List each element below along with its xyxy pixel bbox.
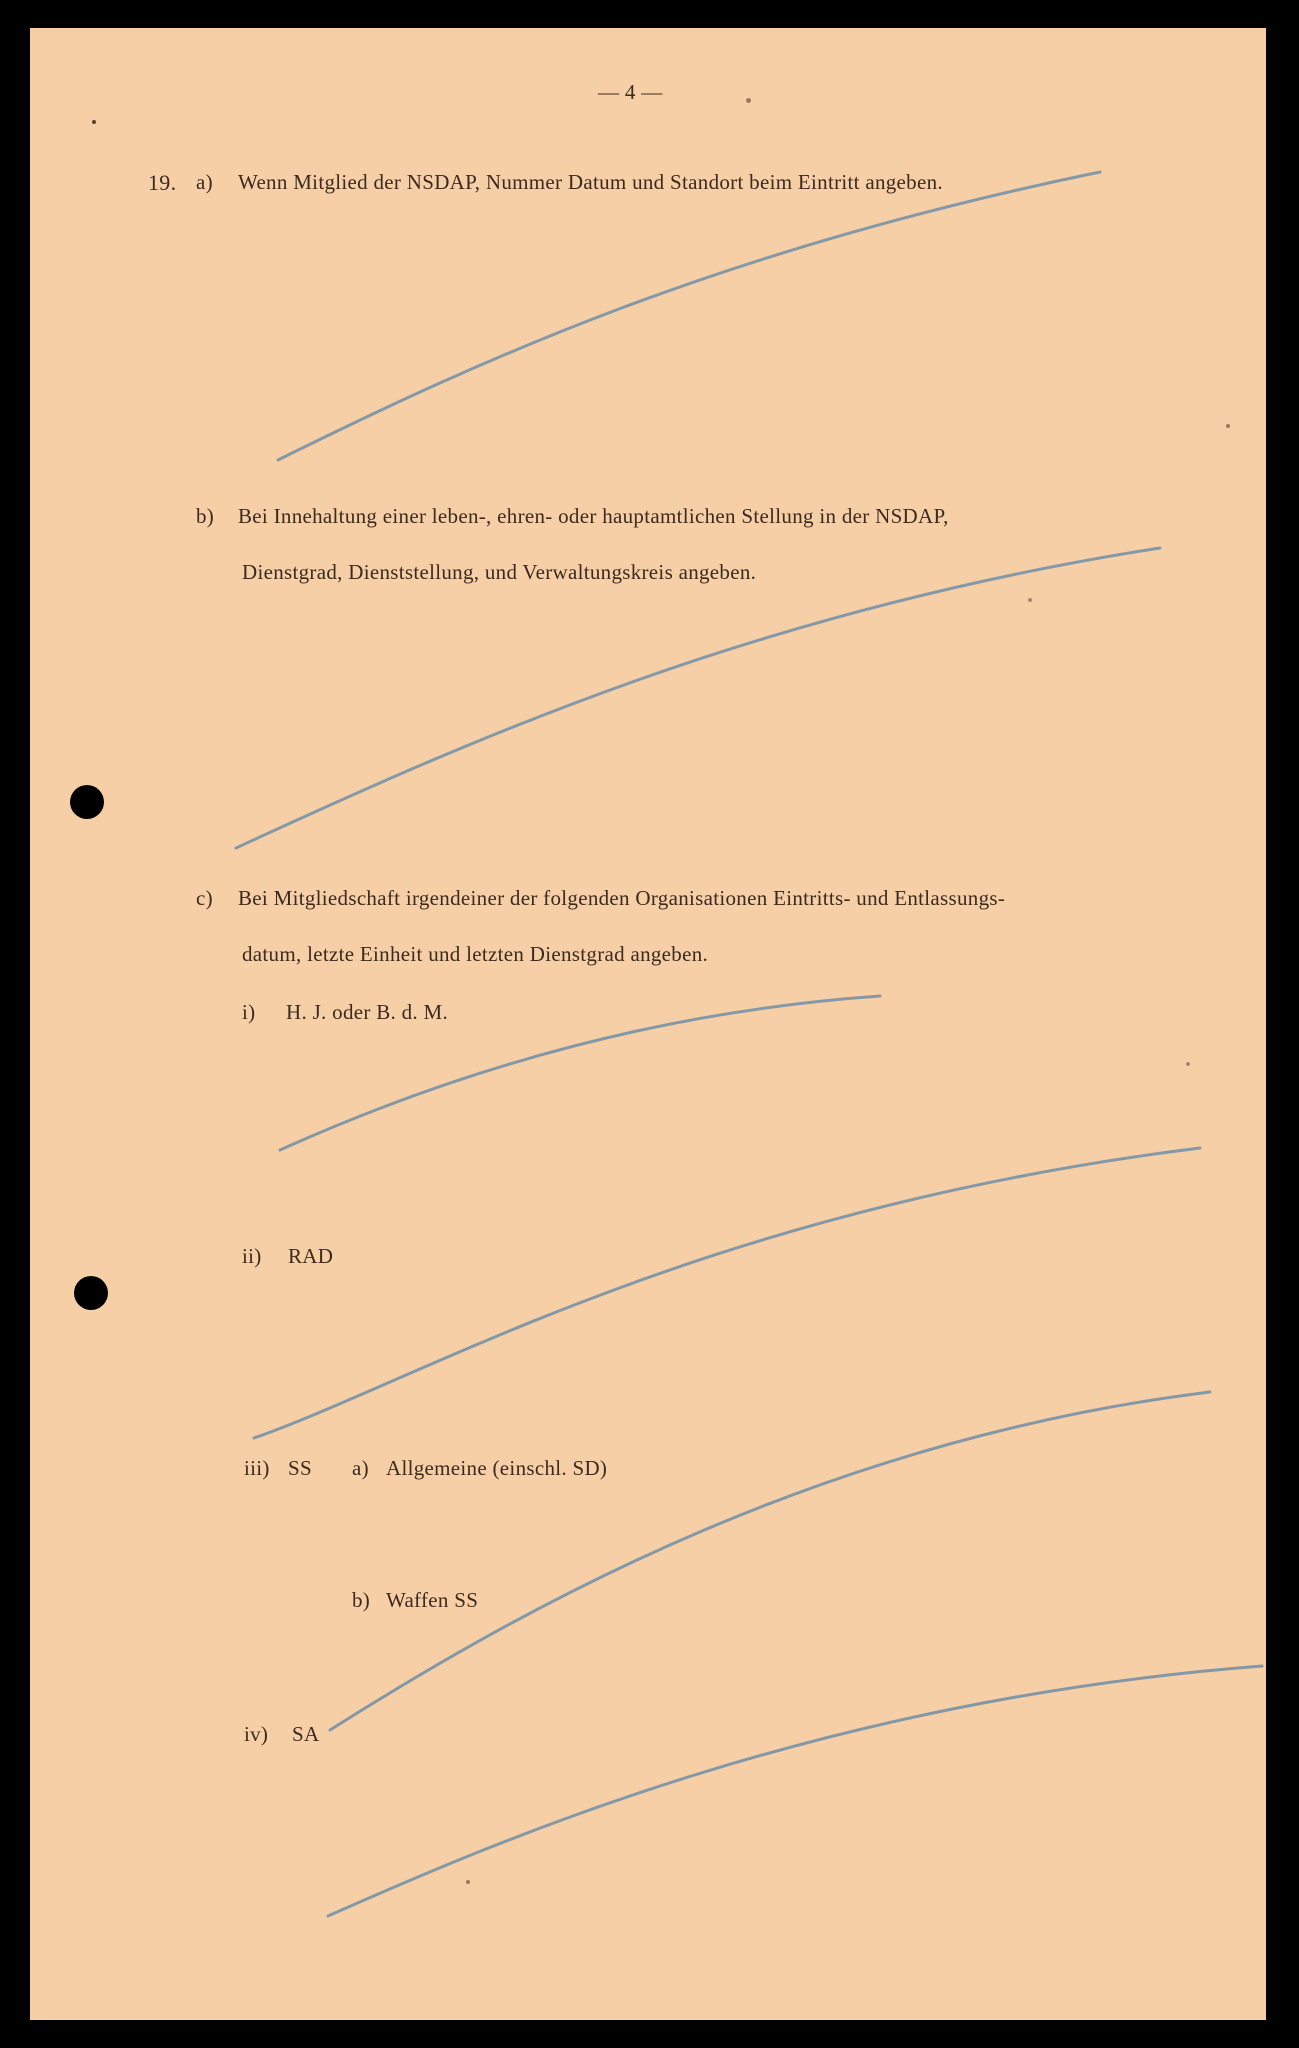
- item-c-iii-marker: iii): [244, 1456, 270, 1480]
- item-c-line1: Bei Mitgliedschaft irgendeiner der folgenden Organisationen Eintritts- und Entlassungs-: [238, 886, 1006, 910]
- item-a-marker: a): [196, 170, 213, 194]
- item-b-line1: Bei Innehaltung einer leben-, ehren- oder hauptamtlichen Stellung in der NSDAP,: [238, 504, 949, 528]
- item-c-iii-b-label: Waffen SS: [386, 1588, 479, 1612]
- item-c-line2: datum, letzte Einheit und letzten Dienstgrad angeben.: [242, 942, 709, 966]
- document-page: [30, 28, 1266, 2020]
- paper-speck: [92, 120, 96, 124]
- paper-speck: [1186, 1062, 1190, 1066]
- punch-hole: [70, 785, 104, 819]
- punch-hole: [74, 1276, 108, 1310]
- item-a-text: Wenn Mitglied der NSDAP, Nummer Datum und Standort beim Eintritt angeben.: [238, 170, 943, 194]
- item-c-iii-a-label: Allgemeine (einschl. SD): [386, 1456, 608, 1480]
- paper-speck: [1226, 424, 1230, 428]
- item-c-iv-label: SA: [292, 1722, 320, 1746]
- item-c-iii-a-marker: a): [352, 1456, 369, 1480]
- item-c-marker: c): [196, 886, 213, 910]
- item-b-marker: b): [196, 504, 215, 528]
- paper-speck: [746, 98, 751, 103]
- item-c-i-label: H. J. oder B. d. M.: [286, 1000, 449, 1024]
- item-c-ii-marker: ii): [242, 1244, 262, 1268]
- paper-speck: [1028, 598, 1032, 602]
- item-c-iv-marker: iv): [244, 1722, 269, 1746]
- paper-speck: [466, 1880, 470, 1884]
- page-number: — 4 —: [598, 80, 663, 104]
- question-number: 19.: [148, 170, 177, 195]
- item-c-i-marker: i): [242, 1000, 256, 1024]
- item-b-line2: Dienstgrad, Dienststellung, und Verwaltungskreis angeben.: [242, 560, 757, 584]
- item-c-ii-label: RAD: [288, 1244, 334, 1268]
- item-c-iii-label: SS: [288, 1456, 312, 1480]
- item-c-iii-b-marker: b): [352, 1588, 371, 1612]
